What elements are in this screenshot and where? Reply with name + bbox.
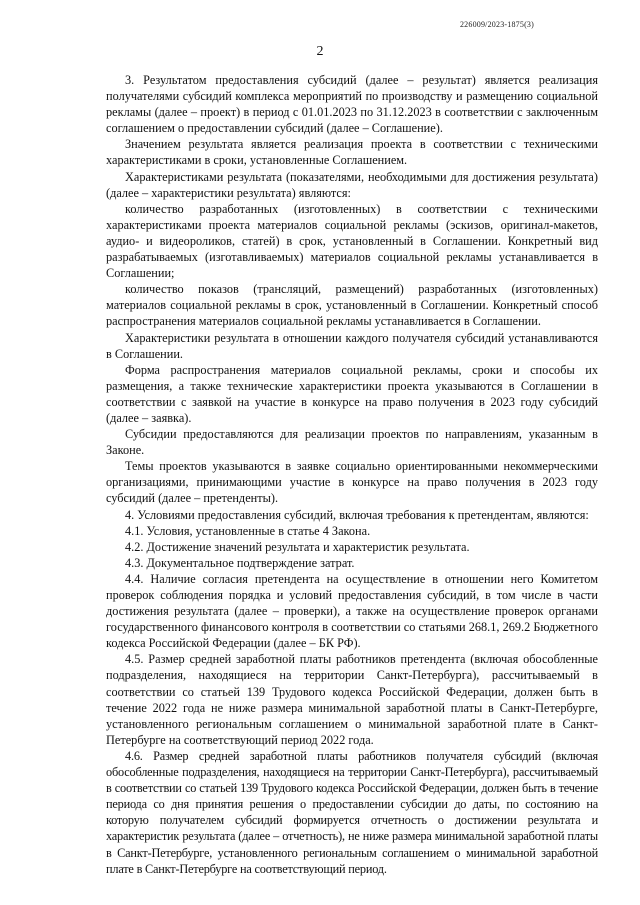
paragraph-condition-4-5: 4.5. Размер средней заработной платы работников претендента (включая обособленные подразделения, находящиеся на территории Санкт-Петербурга), рассчитываемый в соответствии со статьей 139 Трудового кодекса Российской Федерации, должен быть в течение 2022 года не ниже размера минимальной заработной платы в Санкт-Петербурге, установленного региональным соглашением о минимальной заработной плате в Санкт-Петербурге на соответствующий период 2022 года. — [106, 652, 598, 747]
paragraph-result-value: Значением результата является реализация проекта в соответствии с техническими характеристиками в сроки, установленные Соглашением. — [106, 137, 598, 168]
paragraph-subsidy-directions: Субсидии предоставляются для реализации проектов по направлениям, указанным в Законе. — [106, 427, 598, 458]
document-registration-number: 226009/2023-1875(3) — [459, 20, 534, 29]
paragraph-condition-4-4: 4.4. Наличие согласия претендента на осуществление в отношении него Комитетом проверок соблюдения порядка и условий предоставления субсидий, в том числе в части достижения результата (далее – проверки), а также на осуществление проверок органами государственного финансового контроля в соответствии со статьями 268.1, 269.2 Бюджетного кодекса Российской Федерации (далее – БК РФ). — [106, 571, 598, 651]
page-number: 2 — [316, 44, 324, 59]
paragraph-materials-count: количество разработанных (изготовленных) в соответствии с техническими характеристиками проекта материалов социальной рекламы (эскизов, оригинал-макетов, аудио- и видеороликов, статей) в срок, установленный в Соглашении. Конкретный вид разрабатываемых (изготавливаемых) материалов социальной рекламы устанавливается в Соглашении; — [106, 201, 598, 281]
paragraph-condition-4-6: 4.6. Размер средней заработной платы работников получателя субсидий (включая обособленные подразделения, находящиеся на территории Санкт-Петербурга), рассчитываемый в соответствии со статьей 139 Трудового кодекса Российской Федерации, должен быть в течение периода со дня принятия решения о предоставлении субсидии до даты, по состоянию на которую получателем субсидий формируется отчетность о достижении результата и характеристик результата (далее – отчетность), не ниже размера минимальной заработной платы в Санкт-Петербурге, установленного региональным соглашением о минимальной заработной плате в Санкт-Петербурге на соответствующий период. — [106, 748, 598, 876]
paragraph-characteristics-per-recipient: Характеристики результата в отношении каждого получателя субсидий устанавливаются в Соглашении. — [106, 330, 598, 361]
paragraph-result-definition: 3. Результатом предоставления субсидий (далее – результат) является реализация получателями субсидий комплекса мероприятий по производству и размещению социальной рекламы (далее – проект) в период с 01.01.2023 по 31.12.2023 в соответствии с заключенным соглашением о предоставлении субсидий (далее – Соглашение). — [106, 73, 598, 136]
paragraph-condition-4-2: 4.2. Достижение значений результата и характеристик результата. — [125, 539, 470, 554]
paragraph-condition-4-1: 4.1. Условия, установленные в статье 4 Закона. — [125, 523, 371, 538]
document-body — [106, 72, 598, 877]
paragraph-condition-4-3: 4.3. Документальное подтверждение затрат. — [125, 555, 355, 570]
paragraph-distribution-form: Форма распространения материалов социальной рекламы, сроки и способы их размещения, а также технические характеристики проекта указываются в Соглашении в соответствии с заявкой на участие в конкурсе на право получения в 2023 году субсидий (далее – заявка). — [106, 362, 598, 425]
paragraph-result-characteristics: Характеристиками результата (показателями, необходимыми для достижения результата) (далее – характеристики результата) являются: — [106, 169, 598, 200]
paragraph-project-topics: Темы проектов указываются в заявке социально ориентированными некоммерческими организациями, принимающими участие в конкурсе на право получения в 2023 году субсидий (далее – претенденты). — [106, 459, 598, 506]
paragraph-shows-count: количество показов (трансляций, размещений) разработанных (изготовленных) материалов социальной рекламы в срок, установленный в Соглашении. Конкретный способ распространения материалов социальной рекламы устанавливается в Соглашении. — [106, 282, 598, 329]
paragraph-conditions-intro: 4. Условиями предоставления субсидий, включая требования к претендентам, являются: — [125, 507, 589, 522]
